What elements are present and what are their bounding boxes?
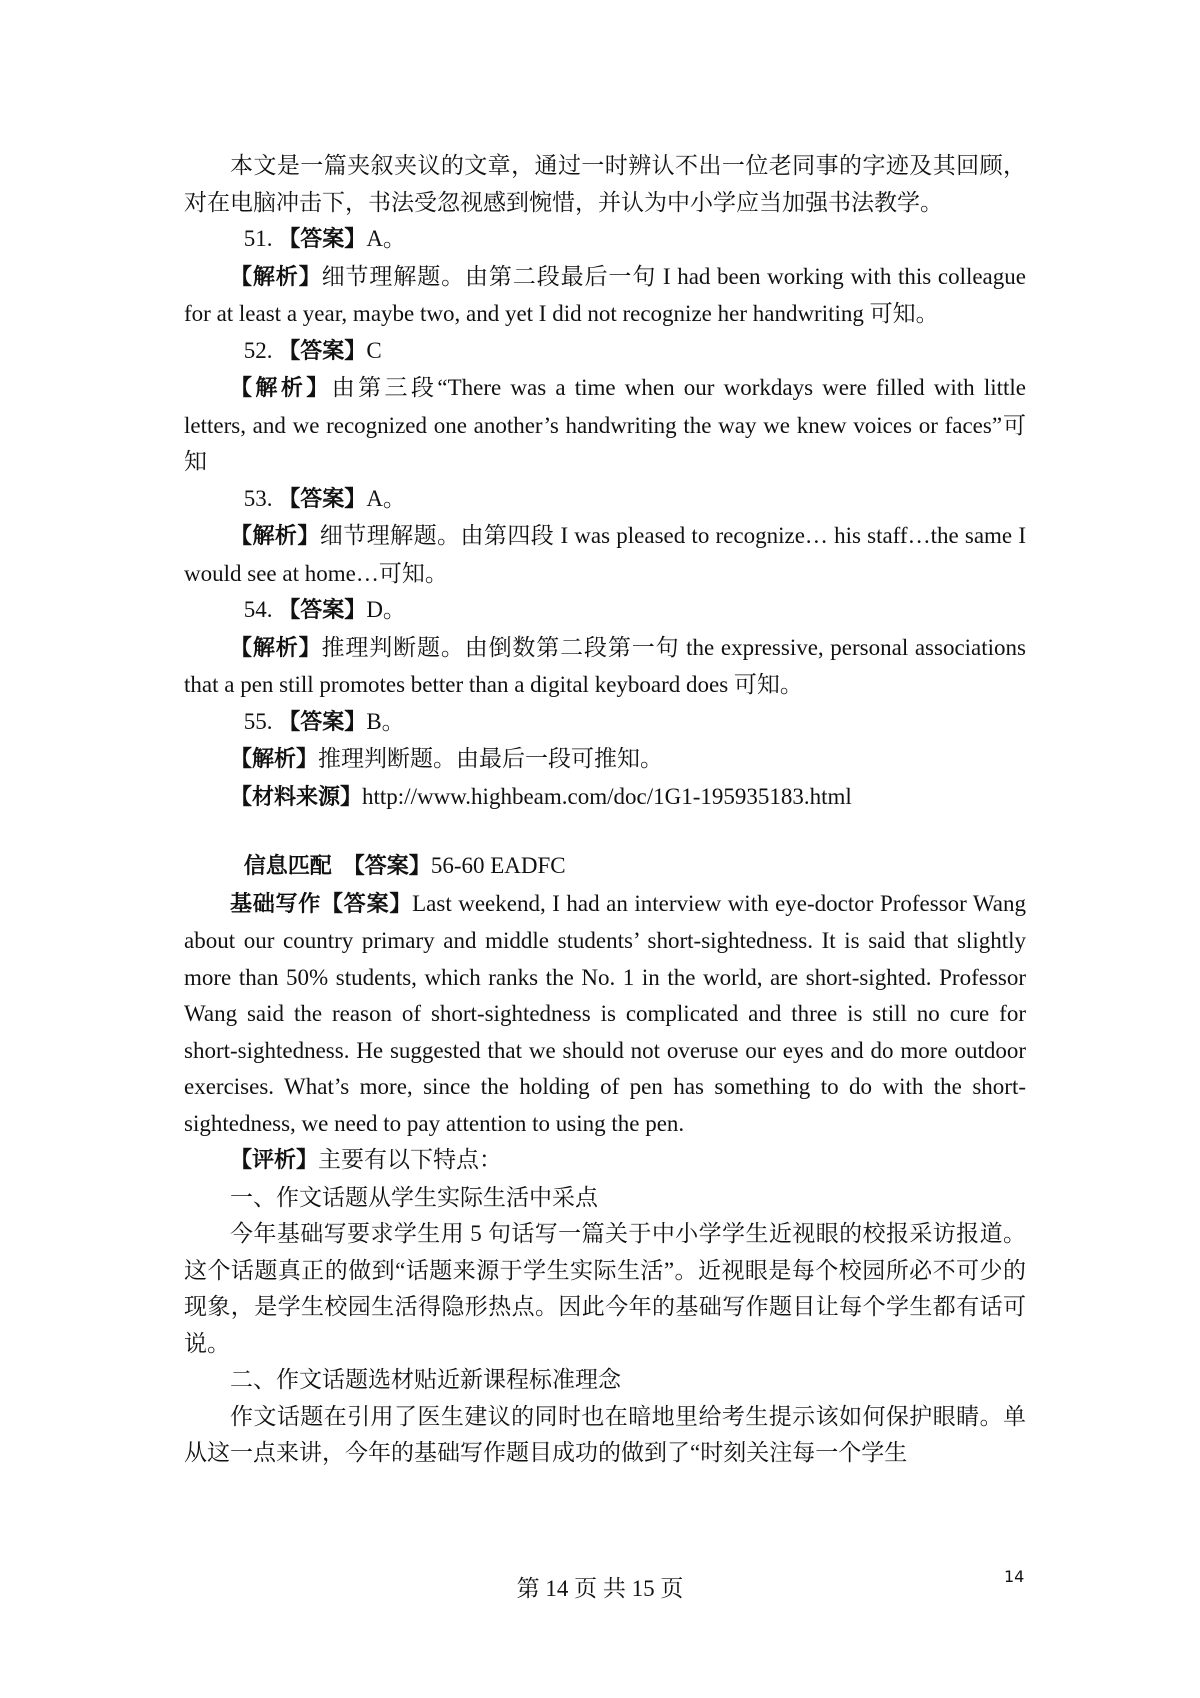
explanation-51: 【解析】细节理解题。由第二段最后一句 I had been working with this colleague for at least a year, maybe two, and yet I did not recognize her handwriting 可知。 bbox=[184, 263, 1026, 326]
point-2-title: 二、作文话题选材贴近新课程标准理念 bbox=[230, 1367, 621, 1392]
section-gap bbox=[184, 816, 1026, 848]
point-1-title: 一、作文话题从学生实际生活中采点 bbox=[230, 1184, 598, 1210]
material-source: 【材料来源】http://www.highbeam.com/doc/1G1-195935183.html bbox=[230, 783, 852, 810]
answer-52: 52. 【答案】C bbox=[243, 337, 382, 364]
answer-54: 54. 【答案】D。 bbox=[243, 597, 406, 623]
explanation-55: 【解析】推理判断题。由最后一段可推知。 bbox=[230, 746, 664, 772]
basic-writing: 基础写作【答案】Last weekend, I had an interview with eye-doctor Professor Wang about our country primary and middle students’ short-sightedness. It is said that slightly more than 50% students, which ranks the No. 1 in the world, are short-sighted. Professor Wang said the reason of short-sightedness is complicated and three is still no cure for short-sightedness. He suggested that we should not overuse our eyes and do more outdoor exercises. What’s more, since the holding of pen has something to do with the short-sightedness, we need to pay attention to using the pen. bbox=[184, 890, 1026, 1136]
point-2-text: 作文话题在引用了医生建议的同时也在暗地里给考生提示该如何保护眼睛。单从这一点来讲，今年的基础写作题目成功的做到了“时刻关注每一个学生 bbox=[184, 1403, 1026, 1465]
document-body bbox=[184, 148, 1026, 1472]
answer-51: 51. 【答案】A。 bbox=[243, 226, 406, 252]
matching-answer: 信息匹配 【答案】56-60 EADFC bbox=[243, 853, 566, 879]
explanation-54: 【解析】推理判断题。由倒数第二段第一句 the expressive, personal associations that a pen still promotes better than a digital keyboard does 可知。 bbox=[184, 634, 1026, 697]
answer-53: 53. 【答案】A。 bbox=[243, 485, 406, 512]
source-link[interactable]: http://www.highbeam.com/doc/1G1-195935183.html bbox=[362, 783, 852, 809]
explanation-52: 【解析】由第三段“There was a time when our workdays were filled with little letters, and we recognized one another’s handwriting the way we knew voices or faces”可知 bbox=[184, 375, 1026, 474]
review-intro: 【评析】主要有以下特点： bbox=[230, 1147, 503, 1173]
page-number: 14 bbox=[1004, 1567, 1025, 1586]
page-footer: 第 14 页 共 15 页 bbox=[516, 1576, 684, 1601]
summary-paragraph: 本文是一篇夹叙夹议的文章，通过一时辨认不出一位老同事的字迹及其回顾，对在电脑冲击下，书法受忽视感到惋惜，并认为中小学应当加强书法教学。 bbox=[184, 153, 1026, 215]
point-1-text: 今年基础写要求学生用 5 句话写一篇关于中小学学生近视眼的校报采访报道。这个话题真正的做到“话题来源于学生实际生活”。近视眼是每个校园所必不可少的现象，是学生校园生活得隐形热点。因此今年的基础写作题目让每个学生都有话可说。 bbox=[184, 1221, 1026, 1356]
explanation-53: 【解析】细节理解题。由第四段 I was pleased to recognize… his staff…the same I would see at home…可知。 bbox=[184, 523, 1026, 586]
answer-55: 55. 【答案】B。 bbox=[243, 708, 405, 735]
